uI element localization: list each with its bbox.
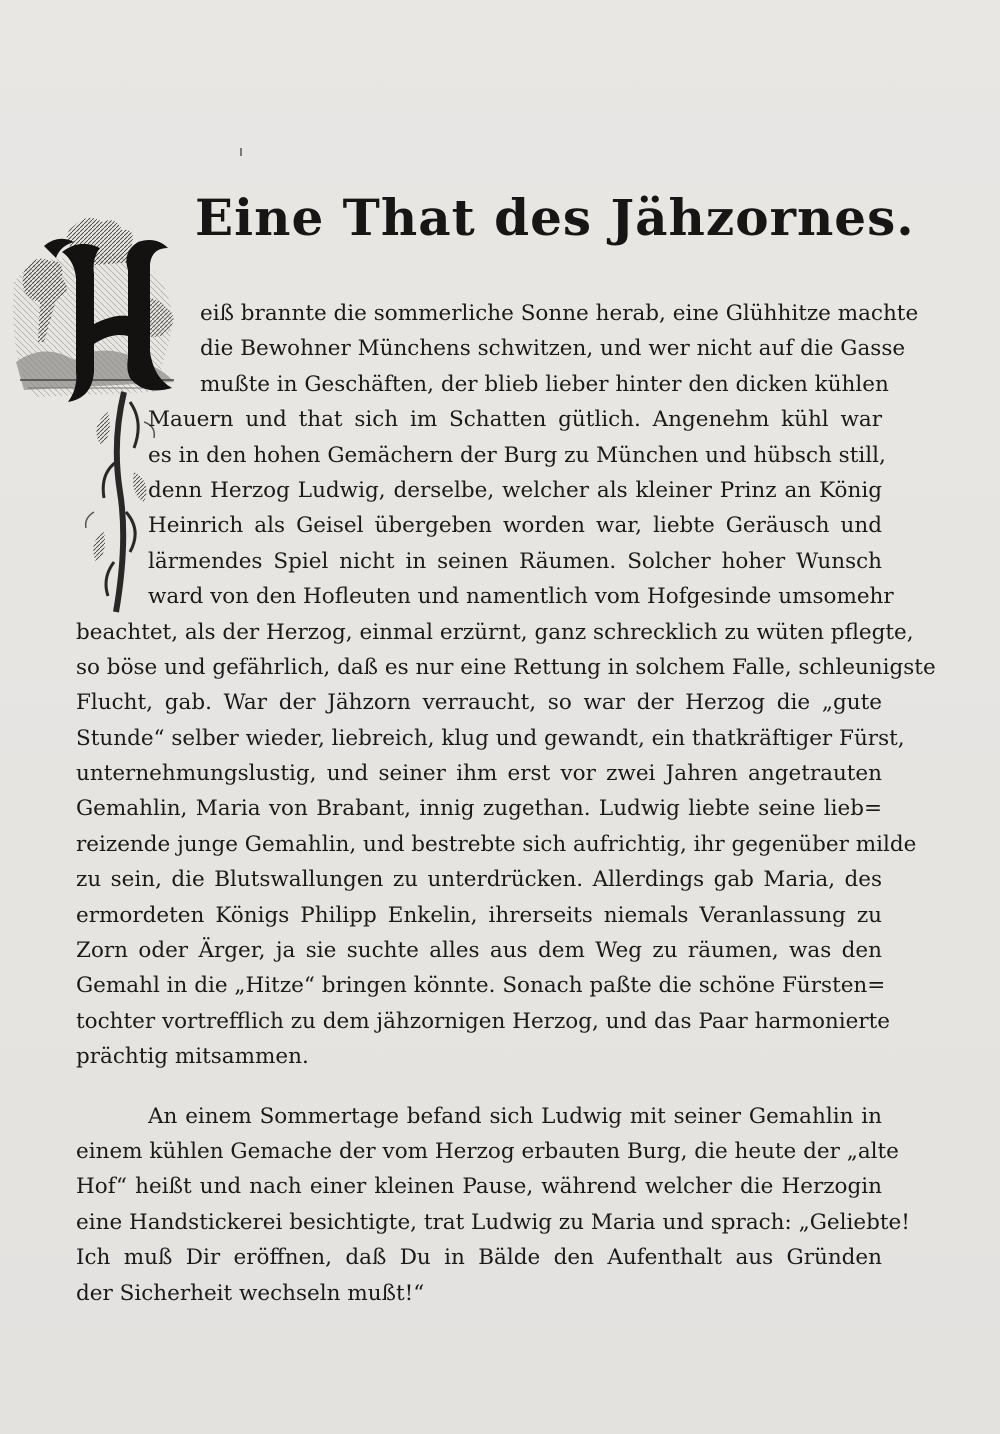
text-line: reizende junge Gemahlin, und bestrebte sich aufrichtig, ihr gegenüber milde (76, 831, 917, 857)
text-line: lärmendes Spiel nicht in seinen Räumen. Solcher hoher Wunsch (148, 548, 882, 574)
text-line: so böse und gefährlich, daß es nur eine Rettung in solchem Falle, schleunigste (76, 654, 936, 680)
text-line: Mauern und that sich im Schatten gütlich. Angenehm kühl war (148, 407, 882, 433)
text-line: einem kühlen Gemache der vom Herzog erbauten Burg, die heute der „alte (76, 1138, 899, 1164)
text-line: Flucht, gab. War der Jähzorn verraucht, so war der Herzog die „gute (76, 690, 882, 716)
chapter-title: Eine That des Jähzornes. (195, 188, 915, 247)
text-line: beachtet, als der Herzog, einmal erzürnt, ganz schrecklich zu wüten pflegte, (76, 619, 914, 645)
text-line: Ich muß Dir eröffnen, daß Du in Bälde den Aufenthalt aus Gründen (76, 1245, 882, 1271)
text-line: An einem Sommertage befand sich Ludwig mit seiner Gemahlin in (148, 1103, 882, 1129)
text-line: prächtig mitsammen. (76, 1044, 309, 1070)
text-line: Heinrich als Geisel übergeben worden war, liebte Geräusch und (148, 513, 882, 539)
body-text (76, 296, 936, 1311)
text-line: der Sicherheit wechseln mußt!“ (76, 1280, 425, 1306)
text-line: ward von den Hofleuten und namentlich vom Hofgesinde umsomehr (148, 584, 894, 610)
paragraph-1 (76, 296, 936, 1075)
paragraph-2 (76, 1099, 910, 1311)
text-line: eiß brannte die sommerliche Sonne herab, eine Glühhitze machte (200, 301, 919, 326)
text-line: denn Herzog Ludwig, derselbe, welcher als kleiner Prinz an König (148, 477, 882, 503)
text-line: Stunde“ selber wieder, liebreich, klug und gewandt, ein thatkräftiger Fürst, (76, 725, 905, 751)
page-speck (240, 148, 242, 156)
text-line: zu sein, die Blutswallungen zu unterdrücken. Allerdings gab Maria, des (76, 867, 882, 893)
text-line: die Bewohner Münchens schwitzen, und wer nicht auf die Gasse (200, 336, 906, 362)
text-line: Zorn oder Ärger, ja sie suchte alles aus dem Weg zu räumen, was den (76, 938, 882, 964)
text-line: Gemahl in die „Hitze“ bringen könnte. Sonach paßte die schöne Fürsten= (76, 973, 886, 999)
text-line: ermordeten Königs Philipp Enkelin, ihrerseits niemals Veranlassung zu (76, 902, 882, 928)
paragraph-gap (76, 1075, 882, 1099)
text-line: Hof“ heißt und nach einer kleinen Pause, während welcher die Herzogin (76, 1174, 882, 1200)
text-line: eine Handstickerei besichtigte, trat Ludwig zu Maria und sprach: „Geliebte! (76, 1209, 910, 1235)
text-line: Gemahlin, Maria von Brabant, innig zugethan. Ludwig liebte seine lieb= (76, 796, 882, 822)
text-line: es in den hohen Gemächern der Burg zu München und hübsch still, (148, 442, 886, 468)
text-line: mußte in Geschäften, der blieb lieber hinter den dicken kühlen (200, 371, 889, 397)
text-line: tochter vortrefflich zu dem jähzornigen Herzog, und das Paar harmonierte (76, 1008, 890, 1034)
text-line: unternehmungslustig, und seiner ihm erst vor zwei Jahren angetrauten (76, 761, 882, 787)
